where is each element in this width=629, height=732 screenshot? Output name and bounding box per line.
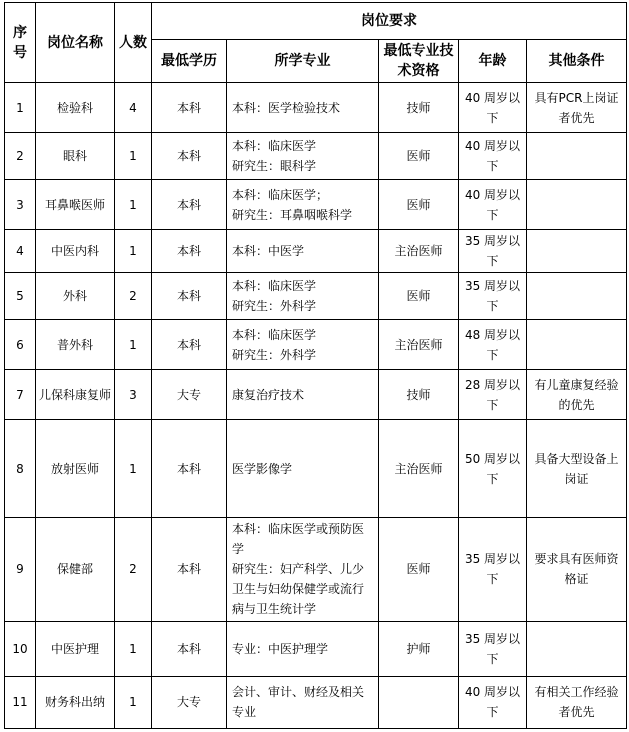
table-row [5, 370, 627, 420]
col-header-seq: 序号 [5, 3, 36, 83]
cell-seq: 6 [5, 320, 36, 370]
cell-count: 1 [115, 621, 152, 676]
cell-age: 35 周岁以下 [459, 621, 527, 676]
cell-major: 专业：中医护理学 [227, 621, 379, 676]
cell-age: 28 周岁以下 [459, 370, 527, 420]
cell-major: 本科：临床医学或预防医学 研究生：妇产科学、儿少卫生与妇幼保健学或流行病与卫生统计学 [227, 517, 379, 621]
cell-seq: 4 [5, 230, 36, 273]
cell-other: 有相关工作经验者优先 [527, 676, 627, 728]
cell-position: 放射医师 [36, 420, 115, 517]
cell-other [527, 273, 627, 320]
cell-age: 50 周岁以下 [459, 420, 527, 517]
cell-qualification [379, 676, 459, 728]
cell-count: 1 [115, 420, 152, 517]
cell-position: 普外科 [36, 320, 115, 370]
cell-position: 财务科出纳 [36, 676, 115, 728]
cell-qualification: 医师 [379, 273, 459, 320]
cell-age: 35 周岁以下 [459, 517, 527, 621]
table-row [5, 133, 627, 180]
table-row [5, 273, 627, 320]
cell-count: 4 [115, 83, 152, 133]
cell-qualification: 技师 [379, 370, 459, 420]
recruitment-table [4, 2, 627, 729]
cell-position: 外科 [36, 273, 115, 320]
cell-seq: 3 [5, 180, 36, 230]
cell-education: 本科 [152, 230, 227, 273]
cell-age: 40 周岁以下 [459, 676, 527, 728]
cell-position: 儿保科康复师 [36, 370, 115, 420]
cell-age: 40 周岁以下 [459, 133, 527, 180]
cell-other [527, 320, 627, 370]
cell-position: 保健部 [36, 517, 115, 621]
cell-major: 本科：临床医学 研究生：外科学 [227, 273, 379, 320]
cell-qualification: 医师 [379, 517, 459, 621]
cell-count: 1 [115, 133, 152, 180]
cell-other: 有儿童康复经验的优先 [527, 370, 627, 420]
cell-major: 本科：医学检验技术 [227, 83, 379, 133]
cell-other [527, 180, 627, 230]
cell-major: 本科：临床医学； 研究生：耳鼻咽喉科学 [227, 180, 379, 230]
table-row [5, 180, 627, 230]
cell-major: 会计、审计、财经及相关专业 [227, 676, 379, 728]
col-header-other: 其他条件 [527, 40, 627, 83]
cell-count: 2 [115, 273, 152, 320]
header-row-top [5, 3, 627, 40]
col-header-requirements: 岗位要求 [152, 3, 627, 40]
cell-count: 1 [115, 180, 152, 230]
col-header-position: 岗位名称 [36, 3, 115, 83]
col-header-age: 年龄 [459, 40, 527, 83]
cell-age: 40 周岁以下 [459, 83, 527, 133]
cell-education: 本科 [152, 517, 227, 621]
table-row [5, 230, 627, 273]
cell-seq: 2 [5, 133, 36, 180]
table-row [5, 320, 627, 370]
cell-seq: 7 [5, 370, 36, 420]
cell-seq: 11 [5, 676, 36, 728]
cell-other: 具备大型设备上岗证 [527, 420, 627, 517]
cell-major: 本科：临床医学 研究生：眼科学 [227, 133, 379, 180]
cell-count: 1 [115, 676, 152, 728]
cell-age: 40 周岁以下 [459, 180, 527, 230]
table-row [5, 621, 627, 676]
col-header-qualification: 最低专业技术资格 [379, 40, 459, 83]
cell-education: 本科 [152, 83, 227, 133]
table-row [5, 676, 627, 728]
cell-qualification: 医师 [379, 133, 459, 180]
col-header-major: 所学专业 [227, 40, 379, 83]
cell-other [527, 621, 627, 676]
cell-qualification: 主治医师 [379, 230, 459, 273]
cell-position: 眼科 [36, 133, 115, 180]
cell-major: 康复治疗技术 [227, 370, 379, 420]
cell-major: 本科：中医学 [227, 230, 379, 273]
cell-age: 35 周岁以下 [459, 273, 527, 320]
col-header-count: 人数 [115, 3, 152, 83]
cell-count: 1 [115, 230, 152, 273]
cell-education: 大专 [152, 676, 227, 728]
cell-qualification: 主治医师 [379, 420, 459, 517]
col-header-education: 最低学历 [152, 40, 227, 83]
cell-major: 医学影像学 [227, 420, 379, 517]
cell-position: 耳鼻喉医师 [36, 180, 115, 230]
cell-age: 35 周岁以下 [459, 230, 527, 273]
cell-qualification: 主治医师 [379, 320, 459, 370]
cell-seq: 10 [5, 621, 36, 676]
cell-seq: 5 [5, 273, 36, 320]
cell-other: 具有PCR上岗证者优先 [527, 83, 627, 133]
cell-seq: 9 [5, 517, 36, 621]
cell-education: 大专 [152, 370, 227, 420]
cell-other: 要求具有医师资格证 [527, 517, 627, 621]
cell-qualification: 护师 [379, 621, 459, 676]
cell-position: 中医护理 [36, 621, 115, 676]
cell-other [527, 230, 627, 273]
table-row [5, 420, 627, 517]
cell-education: 本科 [152, 180, 227, 230]
cell-education: 本科 [152, 621, 227, 676]
cell-education: 本科 [152, 133, 227, 180]
cell-education: 本科 [152, 420, 227, 517]
table-row [5, 517, 627, 621]
cell-position: 中医内科 [36, 230, 115, 273]
cell-education: 本科 [152, 320, 227, 370]
cell-qualification: 医师 [379, 180, 459, 230]
cell-count: 3 [115, 370, 152, 420]
cell-seq: 1 [5, 83, 36, 133]
cell-seq: 8 [5, 420, 36, 517]
cell-other [527, 133, 627, 180]
cell-major: 本科：临床医学 研究生：外科学 [227, 320, 379, 370]
cell-qualification: 技师 [379, 83, 459, 133]
cell-count: 2 [115, 517, 152, 621]
cell-count: 1 [115, 320, 152, 370]
cell-education: 本科 [152, 273, 227, 320]
cell-age: 48 周岁以下 [459, 320, 527, 370]
cell-position: 检验科 [36, 83, 115, 133]
table-row [5, 83, 627, 133]
